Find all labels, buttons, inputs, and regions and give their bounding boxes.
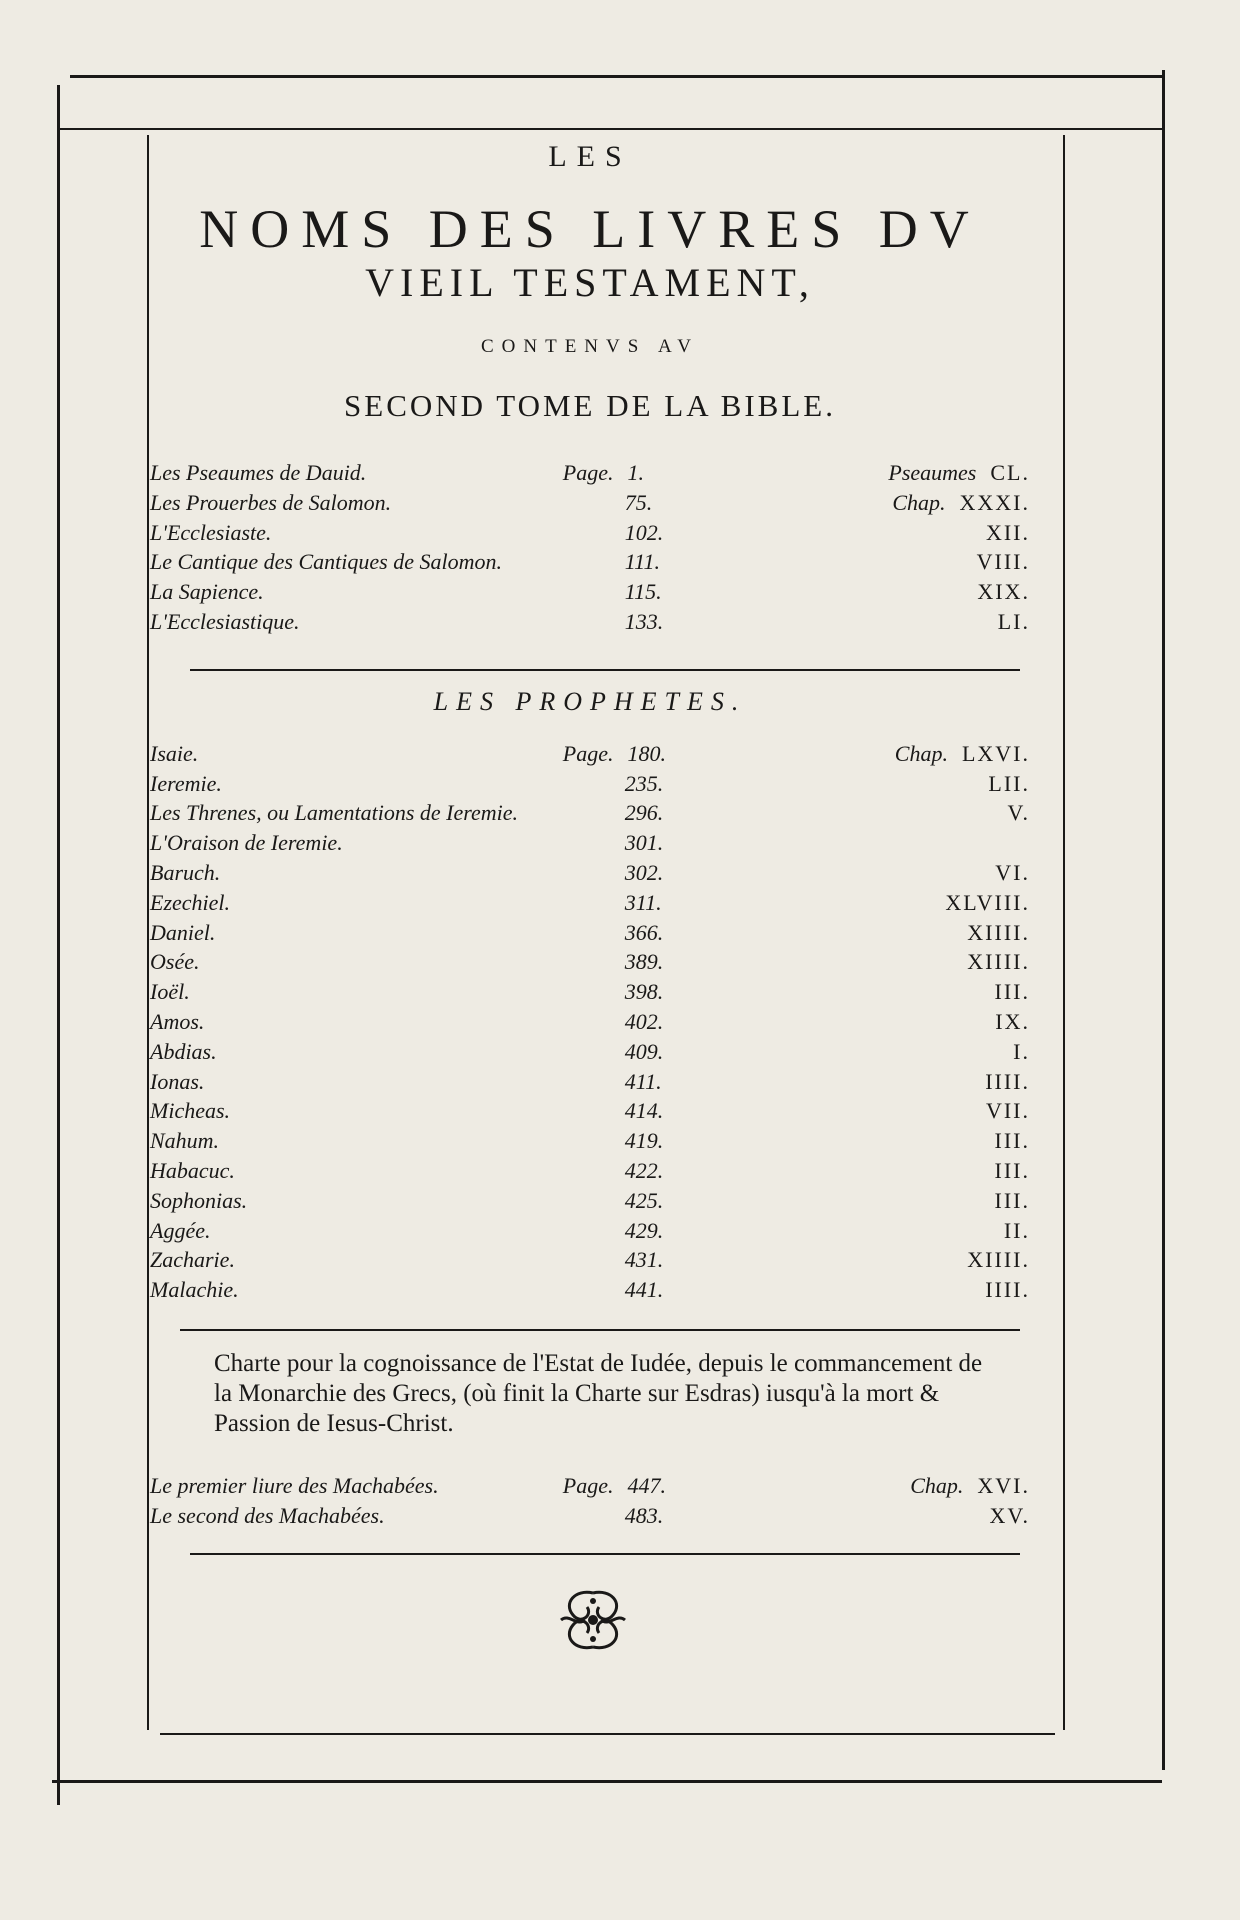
frame-rule-right-outer <box>1162 70 1165 1770</box>
chapter-count: V. <box>1007 800 1030 826</box>
chapter-count: XVI. <box>977 1472 1030 1498</box>
prophetes-row <box>150 977 1030 1007</box>
chapter-cell <box>766 1037 1030 1067</box>
prophetes-row <box>150 1216 1030 1246</box>
book-title: Amos. <box>150 1008 205 1034</box>
chapter-cell <box>766 1501 1030 1531</box>
chapter-cell <box>766 577 1030 607</box>
title-contenus: CONTENVS AV <box>480 336 700 357</box>
chapter-cell <box>766 1156 1030 1186</box>
book-title: Les Pseaumes de Dauid. <box>150 460 367 485</box>
section-divider-1 <box>190 669 1020 671</box>
book-title: Osée. <box>150 949 200 975</box>
chapter-count: XII. <box>985 519 1030 545</box>
page-number: 311. <box>624 889 662 915</box>
title-les: LES <box>548 140 632 173</box>
chapter-count: LII. <box>988 770 1030 796</box>
page-number: 441. <box>624 1277 664 1303</box>
chapter-cell <box>766 918 1030 948</box>
page-cell <box>555 888 766 918</box>
chapter-cell <box>766 488 1030 518</box>
chapter-cell <box>766 1216 1030 1246</box>
page-number: 111. <box>624 549 661 575</box>
title-tome: SECOND TOME DE LA BIBLE. <box>344 388 836 423</box>
book-title: Le Cantique des Cantiques de Salomon. <box>150 549 502 575</box>
section-divider-2 <box>180 1329 1020 1331</box>
chapter-cell <box>766 1067 1030 1097</box>
chapter-label: Pseaumes <box>888 460 977 485</box>
frame-rule-left-outer <box>57 85 60 1805</box>
page-cell <box>555 1186 766 1216</box>
book-title: Malachie. <box>150 1277 239 1303</box>
page-cell <box>555 607 766 637</box>
prophetes-row <box>150 1275 1030 1305</box>
page-cell <box>555 1037 766 1067</box>
page-cell <box>555 858 766 888</box>
page-cell <box>555 828 766 858</box>
page-number: 102. <box>624 519 664 545</box>
chapter-count: II. <box>1003 1217 1030 1243</box>
prophetes-row <box>150 1245 1030 1275</box>
page-cell <box>555 577 766 607</box>
page-label: Page. <box>562 460 614 485</box>
book-title: Ieremie. <box>150 770 222 796</box>
page-number: 389. <box>624 949 664 975</box>
chapter-cell <box>766 1126 1030 1156</box>
chapter-cell <box>766 828 1030 858</box>
prophetes-row <box>150 1067 1030 1097</box>
book-title: Sophonias. <box>150 1187 248 1213</box>
chapter-cell <box>766 458 1030 488</box>
page-label: Page. <box>562 1472 614 1498</box>
book-title: L'Ecclesiastique. <box>150 608 300 634</box>
page-cell <box>555 798 766 828</box>
chapter-label: Chap. <box>910 1472 964 1498</box>
page-cell <box>555 547 766 577</box>
chapter-count: IIII. <box>985 1277 1030 1303</box>
page-number: 1. <box>627 460 644 485</box>
page-number: 75. <box>624 489 653 515</box>
title-main: NOMS DES LIVRES DV <box>199 199 981 259</box>
chapter-cell <box>766 888 1030 918</box>
book-title: La Sapience. <box>150 579 264 605</box>
section1-row <box>150 547 1030 577</box>
section1-row <box>150 458 1030 488</box>
chapter-count: XIX. <box>977 579 1030 605</box>
page-cell <box>555 1471 766 1501</box>
chapter-count: XIIII. <box>967 1247 1030 1273</box>
table-section1 <box>150 458 1030 637</box>
chapter-count: I. <box>1013 1038 1030 1064</box>
fleuron-icon <box>555 1585 631 1655</box>
chapter-count: VII. <box>985 1098 1030 1124</box>
book-title: Aggée. <box>150 1217 211 1243</box>
title-subtitle: VIEIL TESTAMENT, <box>365 260 815 305</box>
page-cell <box>555 1126 766 1156</box>
prophetes-row <box>150 798 1030 828</box>
page-number: 483. <box>624 1502 664 1528</box>
chapter-label: Chap. <box>894 740 948 766</box>
section1-row <box>150 518 1030 548</box>
page-number: 429. <box>624 1217 664 1243</box>
contents-page <box>150 140 1030 1555</box>
book-title: Nahum. <box>150 1128 220 1154</box>
chapter-cell <box>766 547 1030 577</box>
page-cell <box>555 918 766 948</box>
page-number: 302. <box>624 859 664 885</box>
book-title: Isaie. <box>150 740 199 766</box>
prophetes-row <box>150 1007 1030 1037</box>
chapter-cell <box>766 1245 1030 1275</box>
book-title: Les Threnes, ou Lamentations de Ieremie. <box>150 800 519 826</box>
page-number: 409. <box>624 1038 664 1064</box>
prophetes-row <box>150 1126 1030 1156</box>
page-number: 296. <box>624 800 664 826</box>
book-title: Ezechiel. <box>150 889 231 915</box>
page-number: 235. <box>624 770 664 796</box>
machabees-row <box>150 1471 1030 1501</box>
prophetes-row <box>150 1156 1030 1186</box>
page-cell <box>555 947 766 977</box>
table-prophetes <box>150 739 1030 1305</box>
frame-rule-top-inner <box>58 128 1163 130</box>
chapter-count: XV. <box>989 1502 1030 1528</box>
page-cell <box>555 488 766 518</box>
chapter-count: LI. <box>997 608 1030 634</box>
book-title: Abdias. <box>150 1038 217 1064</box>
chapter-count: IIII. <box>985 1068 1030 1094</box>
table-machabees <box>150 1471 1030 1531</box>
section-divider-3 <box>190 1553 1020 1555</box>
book-title: L'Oraison de Ieremie. <box>150 830 343 856</box>
chapter-cell <box>766 1007 1030 1037</box>
page-number: 366. <box>624 919 664 945</box>
book-title: Baruch. <box>150 859 221 885</box>
prophetes-row <box>150 947 1030 977</box>
book-title: Les Prouerbes de Salomon. <box>150 489 392 515</box>
book-title: Ioël. <box>150 979 190 1005</box>
book-title: Ionas. <box>150 1068 205 1094</box>
chapter-count: CL. <box>990 460 1030 485</box>
book-title: Habacuc. <box>150 1157 235 1183</box>
section1-row <box>150 607 1030 637</box>
page-cell <box>555 1245 766 1275</box>
page-number: 419. <box>624 1128 664 1154</box>
frame-rule-right-inner <box>1063 135 1065 1730</box>
section1-row <box>150 577 1030 607</box>
frame-rule-top <box>70 75 1165 78</box>
prophetes-row <box>150 1186 1030 1216</box>
page-number: 414. <box>624 1098 664 1124</box>
chapter-count: VI. <box>995 859 1030 885</box>
book-title: L'Ecclesiaste. <box>150 519 272 545</box>
chapter-count: III. <box>994 1157 1030 1183</box>
page-number: 133. <box>624 608 664 634</box>
chapter-label: Chap. <box>892 489 946 515</box>
page-cell <box>555 458 766 488</box>
book-title: Le premier liure des Machabées. <box>150 1472 439 1498</box>
page-number: 398. <box>624 979 664 1005</box>
chapter-count: III. <box>994 979 1030 1005</box>
frame-rule-left-inner <box>147 135 149 1730</box>
page-number: 425. <box>624 1187 664 1213</box>
page-cell <box>555 977 766 1007</box>
section-heading-prophetes: LES PROPHETES. <box>433 686 747 716</box>
page-number: 431. <box>624 1247 664 1273</box>
chapter-count: XIIII. <box>967 949 1030 975</box>
prophetes-row <box>150 918 1030 948</box>
chapter-cell <box>766 739 1030 769</box>
page-number: 411. <box>624 1068 662 1094</box>
chapter-count: XXXI. <box>959 489 1030 515</box>
prophetes-row <box>150 1096 1030 1126</box>
chapter-cell <box>766 607 1030 637</box>
prophetes-row <box>150 858 1030 888</box>
chapter-cell <box>766 798 1030 828</box>
chapter-count: III. <box>994 1128 1030 1154</box>
page-cell <box>555 1096 766 1126</box>
chapter-cell <box>766 1186 1030 1216</box>
page-cell <box>555 769 766 799</box>
charte-paragraph: Charte pour la cognoissance de l'Estat de Iudée, depuis le commancement de la Monarchie des Grecs, (où finit la Charte sur Esdras) iusqu'à la mort & Passion de Iesus-Christ. <box>214 1349 983 1437</box>
book-title: Daniel. <box>150 919 216 945</box>
prophetes-row <box>150 1037 1030 1067</box>
page-cell <box>555 518 766 548</box>
chapter-cell <box>766 1275 1030 1305</box>
frame-rule-bottom <box>52 1780 1162 1783</box>
prophetes-row <box>150 828 1030 858</box>
page-cell <box>555 1501 766 1531</box>
book-title: Micheas. <box>150 1098 231 1124</box>
chapter-count: III. <box>994 1187 1030 1213</box>
page-number: 180. <box>627 740 666 766</box>
chapter-count: XIIII. <box>967 919 1030 945</box>
page-cell <box>555 1216 766 1246</box>
page-cell <box>555 1275 766 1305</box>
chapter-cell <box>766 858 1030 888</box>
page-number: 422. <box>624 1157 664 1183</box>
page-cell <box>555 1007 766 1037</box>
page-cell <box>555 1067 766 1097</box>
page-number: 115. <box>624 579 662 605</box>
chapter-count: IX. <box>995 1008 1030 1034</box>
chapter-count: XLVIII. <box>945 889 1030 915</box>
frame-rule-bottom-inner <box>160 1733 1055 1735</box>
chapter-cell <box>766 769 1030 799</box>
prophetes-row <box>150 739 1030 769</box>
page-cell <box>555 739 766 769</box>
chapter-cell <box>766 947 1030 977</box>
prophetes-row <box>150 888 1030 918</box>
page-label: Page. <box>562 740 614 766</box>
page-number: 402. <box>624 1008 664 1034</box>
prophetes-row <box>150 769 1030 799</box>
page-cell <box>555 1156 766 1186</box>
chapter-cell <box>766 977 1030 1007</box>
chapter-count: VIII. <box>976 549 1030 575</box>
chapter-cell <box>766 1096 1030 1126</box>
page-number: 447. <box>627 1472 666 1498</box>
book-title: Zacharie. <box>150 1247 235 1273</box>
chapter-cell <box>766 518 1030 548</box>
chapter-count: LXVI. <box>961 740 1030 766</box>
machabees-row <box>150 1501 1030 1531</box>
book-title: Le second des Machabées. <box>150 1502 385 1528</box>
page-number: 301. <box>624 830 664 856</box>
section1-row <box>150 488 1030 518</box>
chapter-cell <box>766 1471 1030 1501</box>
